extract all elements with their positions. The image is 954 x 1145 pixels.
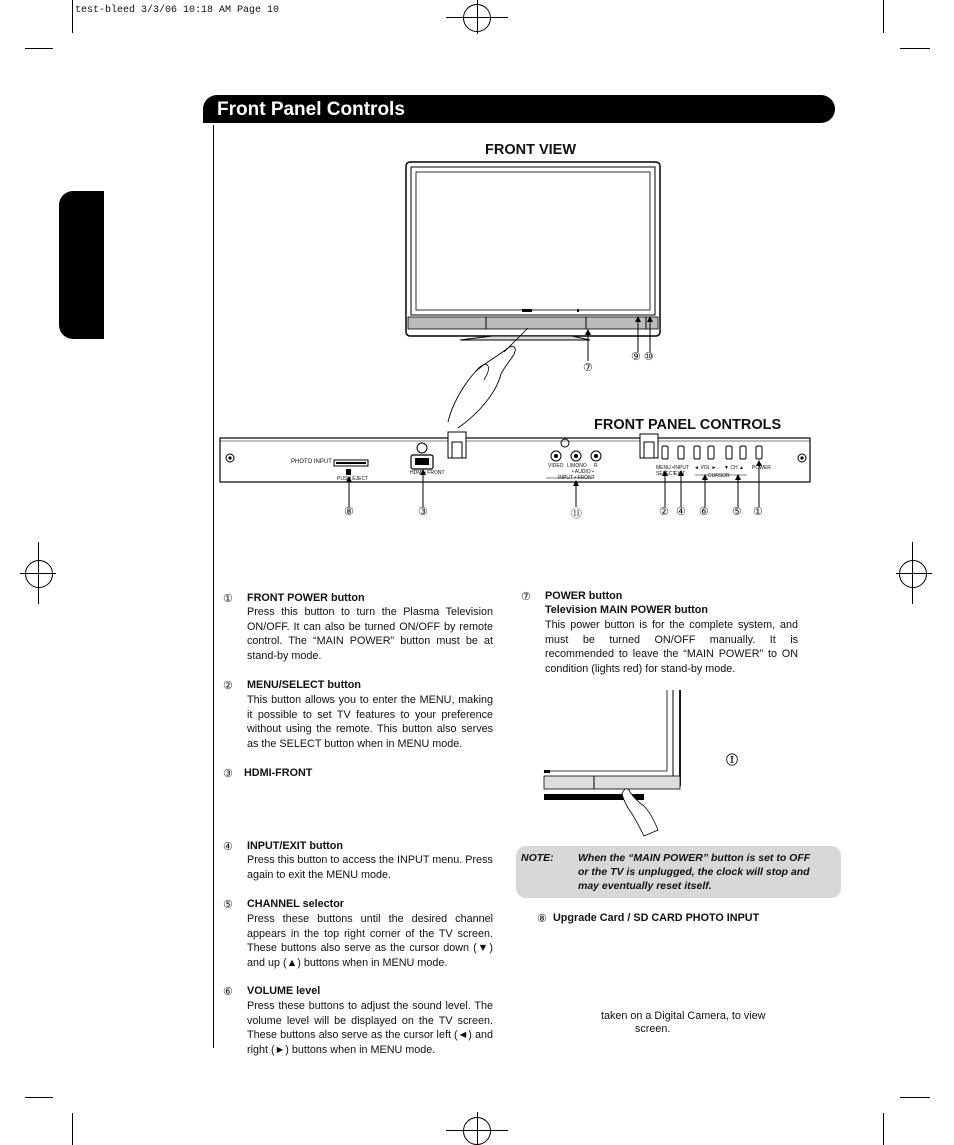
item-number: ⑦ [521, 591, 531, 603]
crop-mark [25, 48, 53, 49]
crop-mark [72, 0, 73, 33]
tv-callout-7: ⑦ [583, 362, 593, 374]
page-title: Front Panel Controls [217, 99, 405, 120]
crop-mark [72, 1113, 73, 1145]
column-rule [213, 125, 214, 1048]
panel-label-r: R [594, 463, 598, 469]
panel-label-input-exit: INPUT EXIT [674, 465, 689, 477]
item-number: ⑧ [537, 913, 547, 925]
title-bar [203, 95, 835, 123]
item-body: Press this button to access the INPUT menu. Press again to exit the MENU mode. [247, 854, 493, 881]
item-body: Press these buttons until the desired channel appears in the top right corner of the TV screen. These buttons also serve as the cursor down (▼) and up (▲) buttons when in MENU mode. [247, 913, 493, 970]
panel-callout-3: ③ [418, 506, 428, 518]
item-number: ⑥ [223, 986, 233, 998]
item-heading: CHANNEL selector [247, 898, 344, 910]
item-heading: VOLUME level [247, 985, 321, 997]
item-subheading: Television MAIN POWER button [545, 604, 708, 616]
note-label: NOTE: [521, 852, 554, 864]
item-heading: FRONT POWER button [247, 592, 365, 604]
panel-callout-11: ⑪ [571, 508, 582, 520]
front-view-heading: FRONT VIEW [485, 142, 577, 158]
panel-callout-8: ⑧ [344, 506, 354, 518]
item-heading: POWER button [545, 590, 623, 602]
item-number: ② [223, 680, 233, 692]
item-number: ① [223, 593, 233, 605]
tv-front-illustration [400, 156, 675, 436]
front-panel-heading: FRONT PANEL CONTROLS [594, 417, 782, 433]
panel-label-video: VIDEO [548, 463, 564, 469]
panel-callout-2: ② [659, 506, 669, 518]
fragment-text: taken on a Digital Camera, to view [601, 1010, 766, 1022]
power-symbol: Ⓘ [726, 753, 739, 767]
fragment-text: screen. [635, 1023, 671, 1035]
crop-mark [883, 1113, 884, 1145]
panel-label-audio: • AUDIO • [572, 469, 594, 475]
item-number: ④ [223, 841, 233, 853]
panel-label-vol: ◄ VOL ► [694, 465, 717, 471]
crop-mark [900, 1097, 930, 1098]
crop-mark [900, 48, 930, 49]
item-heading: INPUT/EXIT button [247, 840, 343, 852]
tv-corner-detail-illustration [540, 690, 690, 840]
print-header: test-bleed 3/3/06 10:18 AM Page 10 [75, 5, 280, 16]
panel-label-cursor: CURSOR [708, 473, 730, 479]
item-heading: Upgrade Card / SD CARD PHOTO INPUT [553, 912, 760, 924]
note-text: When the “MAIN POWER” button is set to OFF or the TV is unplugged, the clock will stop and may eventually reset itself. [578, 852, 811, 893]
item-heading: HDMI-FRONT [244, 767, 313, 779]
panel-callout-1: ① [753, 506, 763, 518]
item-number: ⑤ [223, 899, 233, 911]
panel-label-power: POWER [752, 465, 771, 471]
panel-label-photo-input: PHOTO INPUT [291, 459, 332, 465]
section-tab [59, 191, 104, 339]
item-number: ③ [223, 768, 233, 780]
item-body: Press this button to turn the Plasma Television ON/OFF. It can also be turned ON/OFF by remote control. The “MAIN POWER” button must be at stand-by mode. [247, 606, 493, 663]
item-body: This power button is for the complete system, and must be turned ON/OFF manually. It is recommended to leave the “MAIN POWER” to ON condition (lights red) for stand-by mode. [545, 619, 798, 676]
item-body: Press these buttons to adjust the sound level. The volume level will be displayed on the TV screen. These buttons also serve as the cursor left (◄) and right (►) buttons when in MENU mode. [247, 1000, 493, 1057]
panel-callout-6: ⑥ [699, 506, 709, 518]
panel-label-ch: ▼ CH ▲ [724, 465, 744, 471]
panel-label-hdmi-front: HDMI • FRONT [410, 470, 445, 476]
crop-mark [25, 1097, 53, 1098]
crop-mark [883, 0, 884, 33]
panel-label-menu-select: MENU • SELECT [656, 465, 676, 477]
item-heading: MENU/SELECT button [247, 679, 361, 691]
item-body: This button allows you to enter the MENU, making it possible to set TV features to your preference without using the remote. This button also serves as the SELECT button when in MENU mode. [247, 694, 493, 751]
panel-label-l-mono: L/MONO [567, 463, 587, 469]
panel-callout-4: ④ [676, 506, 686, 518]
panel-label-input-front: INPUT • FRONT [558, 475, 595, 481]
panel-callout-5: ⑤ [732, 506, 742, 518]
tv-callout-9-10: ⑨ ⑩ [631, 351, 654, 363]
panel-label-push-eject: PUSH EJECT [337, 476, 369, 482]
